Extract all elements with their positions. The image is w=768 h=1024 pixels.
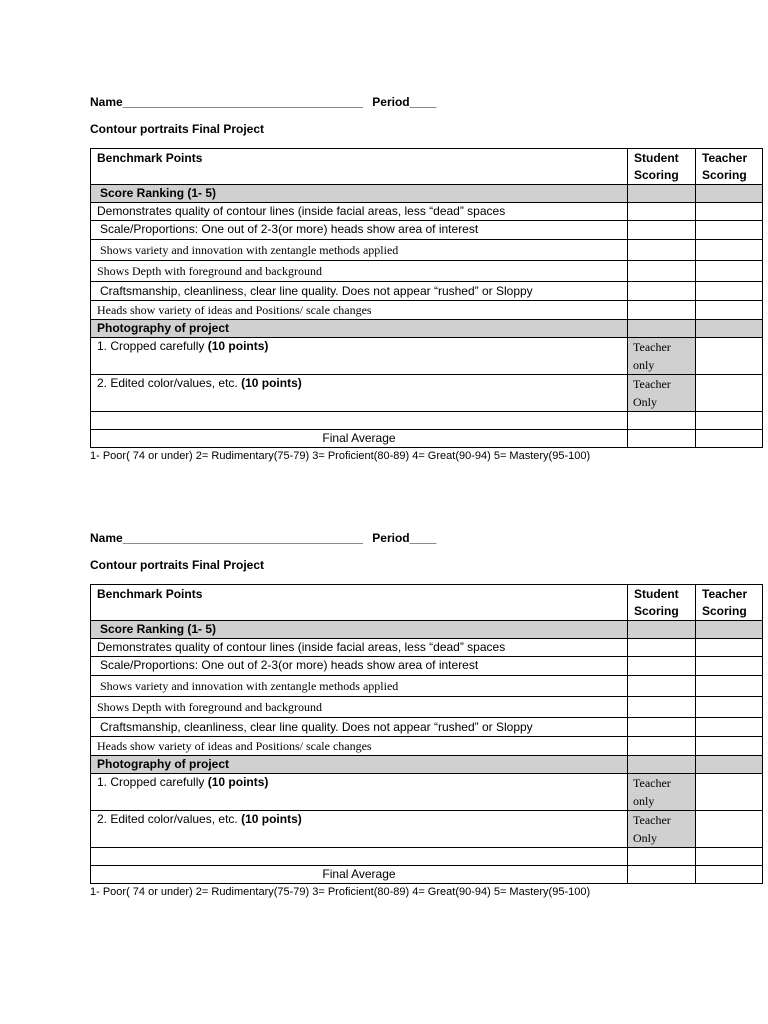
teacher-score-cell[interactable] xyxy=(696,301,763,320)
score-ranking-row xyxy=(91,185,763,203)
teacher-score-cell[interactable] xyxy=(696,737,763,756)
score-ranking-row xyxy=(91,621,763,639)
criterion-label: Shows variety and innovation with zentangle methods applied xyxy=(91,676,628,697)
final-average-row xyxy=(91,430,763,448)
criterion-row xyxy=(91,697,763,718)
criterion-label: Shows variety and innovation with zentangle methods applied xyxy=(91,240,628,261)
teacher-score-cell[interactable] xyxy=(696,240,763,261)
criterion-label: Scale/Proportions: One out of 2-3(or more) heads show area of interest xyxy=(91,657,628,676)
teacher-only-cell: Teacher Only xyxy=(628,811,696,848)
criterion-row xyxy=(91,657,763,676)
criterion-label: Heads show variety of ideas and Positions/ scale changes xyxy=(91,737,628,756)
criterion-row xyxy=(91,639,763,657)
student-score-cell[interactable] xyxy=(628,282,696,301)
teacher-score-cell[interactable] xyxy=(696,697,763,718)
criterion-row xyxy=(91,203,763,221)
teacher-score-cell[interactable] xyxy=(696,657,763,676)
student-score-cell[interactable] xyxy=(628,657,696,676)
teacher-final-cell[interactable] xyxy=(696,866,763,884)
score-ranking-label: Score Ranking (1- 5) xyxy=(91,621,628,639)
student-score-cell[interactable] xyxy=(628,676,696,697)
score-legend: 1- Poor( 74 or under) 2= Rudimentary(75-79) 3= Proficient(80-89) 4= Great(90-94) 5= Mastery(95-100) xyxy=(90,886,591,898)
student-score-cell xyxy=(628,185,696,203)
photo-item-row xyxy=(91,811,763,848)
final-average-label: Final Average xyxy=(91,430,628,448)
photography-row xyxy=(91,320,763,338)
student-scoring-header: Student Scoring xyxy=(628,585,696,621)
header-row xyxy=(91,149,763,185)
teacher-score-cell[interactable] xyxy=(696,639,763,657)
project-title: Contour portraits Final Project xyxy=(90,558,265,572)
criterion-label: Demonstrates quality of contour lines (inside facial areas, less “dead” spaces xyxy=(91,203,628,221)
period-field[interactable]: ____ xyxy=(409,531,437,545)
student-score-cell[interactable] xyxy=(628,718,696,737)
teacher-score-cell[interactable] xyxy=(696,676,763,697)
header-row xyxy=(91,585,763,621)
photo-item-row xyxy=(91,338,763,375)
criterion-label: Shows Depth with foreground and background xyxy=(91,697,628,718)
period-label: Period xyxy=(372,95,410,109)
photography-label: Photography of project xyxy=(91,320,628,338)
criterion-row xyxy=(91,737,763,756)
teacher-only-cell: Teacher only xyxy=(628,338,696,375)
criterion-row xyxy=(91,676,763,697)
criterion-label: Scale/Proportions: One out of 2-3(or more) heads show area of interest xyxy=(91,221,628,240)
teacher-score-cell[interactable] xyxy=(696,375,763,412)
teacher-score-cell xyxy=(696,320,763,338)
criterion-label: Shows Depth with foreground and background xyxy=(91,261,628,282)
criterion-label: Craftsmanship, cleanliness, clear line quality. Does not appear “rushed” or Sloppy xyxy=(91,282,628,301)
rubric-table xyxy=(90,148,763,448)
criterion-row xyxy=(91,261,763,282)
teacher-score-cell xyxy=(696,621,763,639)
period-label: Period xyxy=(372,531,410,545)
criterion-row xyxy=(91,240,763,261)
student-score-cell[interactable] xyxy=(628,240,696,261)
teacher-score-cell xyxy=(696,185,763,203)
name-period-line xyxy=(90,93,762,111)
student-scoring-header: Student Scoring xyxy=(628,149,696,185)
score-ranking-label: Score Ranking (1- 5) xyxy=(91,185,628,203)
student-score-cell[interactable] xyxy=(628,261,696,282)
criterion-row xyxy=(91,282,763,301)
teacher-score-cell[interactable] xyxy=(696,718,763,737)
student-score-cell[interactable] xyxy=(628,639,696,657)
student-score-cell[interactable] xyxy=(628,221,696,240)
photo-item-label: 1. Cropped carefully (10 points) xyxy=(91,774,628,811)
student-final-cell[interactable] xyxy=(628,866,696,884)
blank-row xyxy=(91,848,763,866)
project-title: Contour portraits Final Project xyxy=(90,122,265,136)
student-score-cell[interactable] xyxy=(628,203,696,221)
criterion-row xyxy=(91,221,763,240)
student-score-cell xyxy=(628,320,696,338)
teacher-final-cell[interactable] xyxy=(696,430,763,448)
teacher-score-cell[interactable] xyxy=(696,261,763,282)
student-score-cell xyxy=(628,621,696,639)
photo-item-label: 2. Edited color/values, etc. (10 points) xyxy=(91,375,628,412)
score-legend: 1- Poor( 74 or under) 2= Rudimentary(75-79) 3= Proficient(80-89) 4= Great(90-94) 5= Mastery(95-100) xyxy=(90,450,591,462)
teacher-score-cell[interactable] xyxy=(696,282,763,301)
final-average-label: Final Average xyxy=(91,866,628,884)
name-period-line xyxy=(90,529,762,547)
teacher-score-cell[interactable] xyxy=(696,774,763,811)
final-average-row xyxy=(91,866,763,884)
rubric-form-2 xyxy=(90,529,762,899)
student-score-cell xyxy=(628,756,696,774)
teacher-score-cell[interactable] xyxy=(696,203,763,221)
criterion-row xyxy=(91,301,763,320)
name-field[interactable]: ____________________________________ xyxy=(122,95,363,109)
photo-item-label: 2. Edited color/values, etc. (10 points) xyxy=(91,811,628,848)
name-label: Name xyxy=(90,95,123,109)
teacher-scoring-header: Teacher Scoring xyxy=(696,149,763,185)
teacher-only-cell: Teacher only xyxy=(628,774,696,811)
teacher-score-cell xyxy=(696,756,763,774)
benchmark-header: Benchmark Points xyxy=(91,585,628,621)
student-score-cell[interactable] xyxy=(628,697,696,718)
criterion-label: Heads show variety of ideas and Positions/ scale changes xyxy=(91,301,628,320)
rubric-form-1 xyxy=(90,93,762,463)
photo-item-label: 1. Cropped carefully (10 points) xyxy=(91,338,628,375)
criterion-label: Craftsmanship, cleanliness, clear line quality. Does not appear “rushed” or Sloppy xyxy=(91,718,628,737)
teacher-only-cell: Teacher Only xyxy=(628,375,696,412)
teacher-score-cell[interactable] xyxy=(696,811,763,848)
student-score-cell[interactable] xyxy=(628,301,696,320)
teacher-score-cell[interactable] xyxy=(696,338,763,375)
student-score-cell[interactable] xyxy=(628,737,696,756)
criterion-row xyxy=(91,718,763,737)
student-final-cell[interactable] xyxy=(628,430,696,448)
period-field[interactable]: ____ xyxy=(409,95,437,109)
rubric-table xyxy=(90,584,763,884)
name-label: Name xyxy=(90,531,123,545)
benchmark-header: Benchmark Points xyxy=(91,149,628,185)
criterion-label: Demonstrates quality of contour lines (inside facial areas, less “dead” spaces xyxy=(91,639,628,657)
photo-item-row xyxy=(91,774,763,811)
photo-item-row xyxy=(91,375,763,412)
teacher-scoring-header: Teacher Scoring xyxy=(696,585,763,621)
name-field[interactable]: ____________________________________ xyxy=(122,531,363,545)
photography-label: Photography of project xyxy=(91,756,628,774)
photography-row xyxy=(91,756,763,774)
teacher-score-cell[interactable] xyxy=(696,221,763,240)
blank-row xyxy=(91,412,763,430)
